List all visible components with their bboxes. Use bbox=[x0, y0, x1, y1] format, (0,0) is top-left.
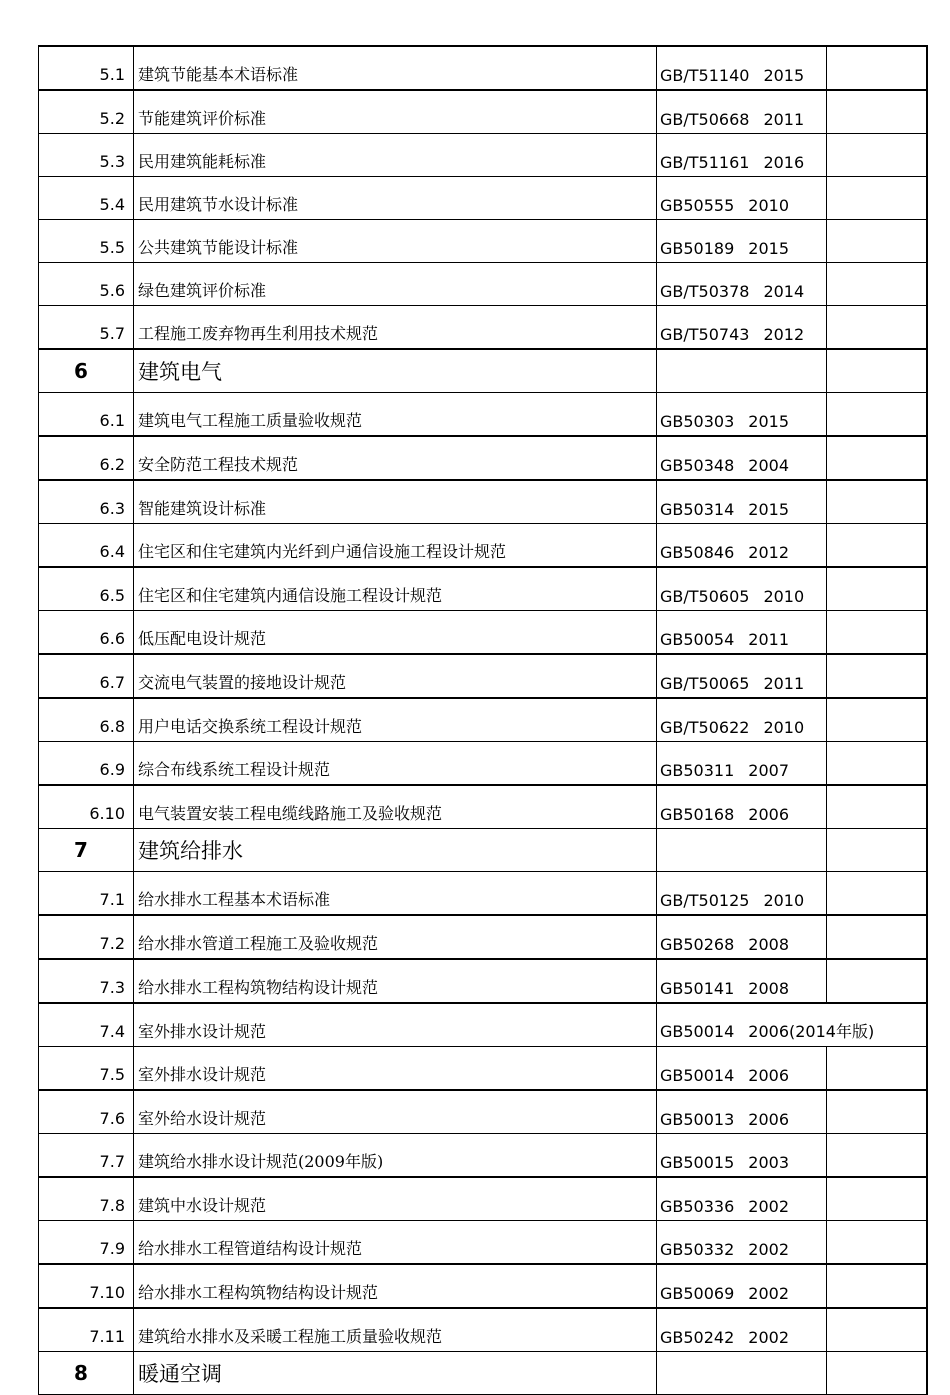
year-text: 2011 bbox=[763, 110, 805, 129]
year-text: 2010 bbox=[763, 718, 805, 737]
standard-name: 室外排水设计规范 bbox=[134, 1047, 657, 1091]
section-row bbox=[39, 1352, 928, 1395]
standard-code bbox=[657, 1221, 827, 1265]
standard-code bbox=[657, 611, 827, 655]
year-text: 2002 bbox=[748, 1284, 789, 1303]
number-text: 6.3 bbox=[99, 499, 125, 518]
year-text: 2014 bbox=[763, 282, 805, 301]
remarks-cell bbox=[827, 46, 928, 90]
standard-row bbox=[39, 1177, 928, 1221]
year-text: 2015 bbox=[763, 66, 805, 85]
year-text: 2007 bbox=[748, 761, 789, 780]
section-number bbox=[39, 1352, 134, 1395]
standard-row bbox=[39, 1003, 928, 1047]
item-number bbox=[39, 177, 134, 220]
section-number bbox=[39, 349, 134, 393]
standard-code bbox=[657, 654, 827, 698]
section-row bbox=[39, 349, 928, 393]
standard-row bbox=[39, 698, 928, 742]
standards-table bbox=[38, 45, 928, 1395]
section-title: 建筑给排水 bbox=[134, 829, 657, 872]
standard-row bbox=[39, 1221, 928, 1265]
standard-code bbox=[657, 698, 827, 742]
standard-name: 建筑节能基本术语标准 bbox=[134, 46, 657, 90]
code-text: GB50268 bbox=[660, 935, 735, 954]
remarks-cell bbox=[827, 393, 928, 437]
standard-row bbox=[39, 1134, 928, 1178]
year-text: 2011 bbox=[748, 630, 789, 649]
code-text: GB/T50065 bbox=[660, 674, 750, 693]
number-text: 5.3 bbox=[99, 152, 125, 171]
standard-code bbox=[657, 959, 827, 1003]
year-text: 2012 bbox=[748, 543, 789, 562]
item-number bbox=[39, 742, 134, 786]
code-text: GB/T51161 bbox=[660, 153, 750, 172]
number-text: 7.7 bbox=[99, 1152, 125, 1171]
standard-name: 住宅区和住宅建筑内光纤到户通信设施工程设计规范 bbox=[134, 524, 657, 568]
number-text: 6.10 bbox=[89, 804, 125, 823]
remarks-cell bbox=[827, 220, 928, 263]
standard-name: 交流电气装置的接地设计规范 bbox=[134, 654, 657, 698]
code-text: GB50242 bbox=[660, 1328, 735, 1347]
item-number bbox=[39, 872, 134, 916]
year-text: 2002 bbox=[748, 1240, 789, 1259]
number-text: 5.4 bbox=[99, 195, 125, 214]
standard-row bbox=[39, 177, 928, 220]
standard-name: 给水排水工程管道结构设计规范 bbox=[134, 1221, 657, 1265]
code-text: GB50014 bbox=[660, 1066, 735, 1085]
standard-row bbox=[39, 785, 928, 829]
number-text: 6 bbox=[74, 359, 88, 383]
standard-name: 给水排水工程基本术语标准 bbox=[134, 872, 657, 916]
item-number bbox=[39, 220, 134, 263]
remarks-cell bbox=[827, 524, 928, 568]
standard-name: 用户电话交换系统工程设计规范 bbox=[134, 698, 657, 742]
number-text: 7.2 bbox=[99, 934, 125, 953]
standard-row bbox=[39, 306, 928, 350]
remarks-cell bbox=[827, 654, 928, 698]
standard-code bbox=[657, 263, 827, 306]
standards-table-body bbox=[39, 46, 928, 1395]
section-number bbox=[39, 829, 134, 872]
code-text: GB50014 bbox=[660, 1022, 735, 1041]
number-text: 5.2 bbox=[99, 109, 125, 128]
number-text: 7.8 bbox=[99, 1196, 125, 1215]
standard-name: 建筑给水排水及采暖工程施工质量验收规范 bbox=[134, 1308, 657, 1352]
remarks-cell bbox=[827, 785, 928, 829]
standard-name: 给水排水工程构筑物结构设计规范 bbox=[134, 959, 657, 1003]
standard-row bbox=[39, 90, 928, 134]
year-text: 2004 bbox=[748, 456, 789, 475]
number-text: 5.6 bbox=[99, 281, 125, 300]
standard-row bbox=[39, 611, 928, 655]
standard-row bbox=[39, 1090, 928, 1134]
remarks-cell bbox=[827, 698, 928, 742]
code-text: GB/T50622 bbox=[660, 718, 750, 737]
standard-code bbox=[657, 480, 827, 524]
standard-row bbox=[39, 742, 928, 786]
number-text: 5.7 bbox=[99, 324, 125, 343]
standard-name: 安全防范工程技术规范 bbox=[134, 436, 657, 480]
code-text: GB50013 bbox=[660, 1110, 735, 1129]
remarks-cell bbox=[827, 1308, 928, 1352]
item-number bbox=[39, 1047, 134, 1091]
standard-name: 室外给水设计规范 bbox=[134, 1090, 657, 1134]
standard-code bbox=[657, 742, 827, 786]
item-number bbox=[39, 480, 134, 524]
year-text: 2011 bbox=[763, 674, 805, 693]
standard-code bbox=[657, 134, 827, 177]
year-text: 2010 bbox=[763, 587, 805, 606]
remarks-cell bbox=[827, 1134, 928, 1178]
year-text: 2002 bbox=[748, 1197, 789, 1216]
standard-code bbox=[657, 220, 827, 263]
year-text: 2003 bbox=[748, 1153, 789, 1172]
section-title: 暖通空调 bbox=[134, 1352, 657, 1395]
item-number bbox=[39, 524, 134, 568]
number-text: 6.1 bbox=[99, 411, 125, 430]
section-title: 建筑电气 bbox=[134, 349, 657, 393]
standard-row bbox=[39, 46, 928, 90]
standard-name: 低压配电设计规范 bbox=[134, 611, 657, 655]
code-text: GB50336 bbox=[660, 1197, 735, 1216]
item-number bbox=[39, 263, 134, 306]
number-text: 6.5 bbox=[99, 586, 125, 605]
standard-code bbox=[657, 524, 827, 568]
code-text: GB50141 bbox=[660, 979, 735, 998]
standard-name: 室外排水设计规范 bbox=[134, 1003, 657, 1047]
remarks-cell bbox=[827, 134, 928, 177]
standard-row bbox=[39, 1047, 928, 1091]
standard-row bbox=[39, 220, 928, 263]
code-text: GB50311 bbox=[660, 761, 735, 780]
remarks-cell bbox=[827, 742, 928, 786]
item-number bbox=[39, 134, 134, 177]
code-text: GB/T50743 bbox=[660, 325, 750, 344]
item-number bbox=[39, 1308, 134, 1352]
year-text: 2010 bbox=[748, 196, 789, 215]
item-number bbox=[39, 1134, 134, 1178]
standard-name: 工程施工废弃物再生利用技术规范 bbox=[134, 306, 657, 350]
item-number bbox=[39, 785, 134, 829]
year-text: 2008 bbox=[748, 935, 789, 954]
standard-row bbox=[39, 567, 928, 611]
standard-code bbox=[657, 46, 827, 90]
year-text: 2006 bbox=[748, 805, 789, 824]
code-text: GB/T50605 bbox=[660, 587, 750, 606]
remarks-cell bbox=[827, 1352, 928, 1395]
item-number bbox=[39, 698, 134, 742]
code-text: GB/T50378 bbox=[660, 282, 750, 301]
code-text: GB50168 bbox=[660, 805, 735, 824]
item-number bbox=[39, 567, 134, 611]
number-text: 6.4 bbox=[99, 542, 125, 561]
code-text: GB/T50125 bbox=[660, 891, 750, 910]
standard-name: 电气装置安装工程电缆线路施工及验收规范 bbox=[134, 785, 657, 829]
year-text: 2006 bbox=[748, 1110, 789, 1129]
remarks-cell bbox=[827, 829, 928, 872]
code-text: GB50314 bbox=[660, 500, 735, 519]
code-text: GB50332 bbox=[660, 1240, 735, 1259]
year-text: 2015 bbox=[748, 500, 789, 519]
item-number bbox=[39, 1003, 134, 1047]
code-text: GB50348 bbox=[660, 456, 735, 475]
standard-code bbox=[657, 90, 827, 134]
code-text: GB50846 bbox=[660, 543, 735, 562]
section-row bbox=[39, 829, 928, 872]
standard-name: 民用建筑节水设计标准 bbox=[134, 177, 657, 220]
year-text: 2002 bbox=[748, 1328, 789, 1347]
standard-code bbox=[657, 829, 827, 872]
number-text: 7.9 bbox=[99, 1239, 125, 1258]
code-text: GB50303 bbox=[660, 412, 735, 431]
remarks-cell bbox=[827, 959, 928, 1003]
remarks-cell bbox=[827, 1047, 928, 1091]
year-text: 2006(2014年版) bbox=[748, 1022, 875, 1041]
standard-row bbox=[39, 263, 928, 306]
standard-name: 绿色建筑评价标准 bbox=[134, 263, 657, 306]
item-number bbox=[39, 393, 134, 437]
number-text: 7.3 bbox=[99, 978, 125, 997]
standard-row bbox=[39, 134, 928, 177]
item-number bbox=[39, 654, 134, 698]
item-number bbox=[39, 90, 134, 134]
item-number bbox=[39, 1264, 134, 1308]
standard-code bbox=[657, 1308, 827, 1352]
standard-code bbox=[657, 1352, 827, 1395]
item-number bbox=[39, 306, 134, 350]
standard-code bbox=[657, 872, 827, 916]
remarks-cell bbox=[827, 1264, 928, 1308]
remarks-cell bbox=[827, 480, 928, 524]
standard-code bbox=[657, 349, 827, 393]
code-text: GB50054 bbox=[660, 630, 735, 649]
number-text: 6.8 bbox=[99, 717, 125, 736]
standard-code bbox=[657, 436, 827, 480]
standard-row bbox=[39, 436, 928, 480]
standard-code bbox=[657, 1047, 827, 1091]
item-number bbox=[39, 46, 134, 90]
standard-code bbox=[657, 915, 827, 959]
standard-name: 公共建筑节能设计标准 bbox=[134, 220, 657, 263]
code-text: GB/T50668 bbox=[660, 110, 750, 129]
standard-code bbox=[657, 177, 827, 220]
standard-row bbox=[39, 915, 928, 959]
number-text: 5.5 bbox=[99, 238, 125, 257]
remarks-cell bbox=[827, 872, 928, 916]
item-number bbox=[39, 1221, 134, 1265]
standard-name: 建筑电气工程施工质量验收规范 bbox=[134, 393, 657, 437]
code-text: GB50189 bbox=[660, 239, 735, 258]
remarks-cell bbox=[827, 349, 928, 393]
year-text: 2008 bbox=[748, 979, 789, 998]
standard-name: 节能建筑评价标准 bbox=[134, 90, 657, 134]
standard-name: 智能建筑设计标准 bbox=[134, 480, 657, 524]
standard-name: 给水排水管道工程施工及验收规范 bbox=[134, 915, 657, 959]
standard-name: 住宅区和住宅建筑内通信设施工程设计规范 bbox=[134, 567, 657, 611]
number-text: 6.7 bbox=[99, 673, 125, 692]
year-text: 2010 bbox=[763, 891, 805, 910]
standard-name: 建筑中水设计规范 bbox=[134, 1177, 657, 1221]
number-text: 7 bbox=[74, 838, 88, 862]
remarks-cell bbox=[827, 90, 928, 134]
remarks-cell bbox=[827, 567, 928, 611]
item-number bbox=[39, 915, 134, 959]
standard-code bbox=[657, 1264, 827, 1308]
code-text: GB/T51140 bbox=[660, 66, 750, 85]
standard-row bbox=[39, 959, 928, 1003]
standard-name: 民用建筑能耗标准 bbox=[134, 134, 657, 177]
standard-row bbox=[39, 524, 928, 568]
item-number bbox=[39, 611, 134, 655]
standard-code bbox=[657, 1177, 827, 1221]
remarks-cell bbox=[827, 177, 928, 220]
year-text: 2015 bbox=[748, 412, 789, 431]
remarks-cell bbox=[827, 915, 928, 959]
standard-name: 建筑给水排水设计规范(2009年版) bbox=[134, 1134, 657, 1178]
standard-name: 综合布线系统工程设计规范 bbox=[134, 742, 657, 786]
number-text: 6.9 bbox=[99, 760, 125, 779]
remarks-cell bbox=[827, 1177, 928, 1221]
standard-row bbox=[39, 393, 928, 437]
standard-row bbox=[39, 654, 928, 698]
standard-code bbox=[657, 567, 827, 611]
number-text: 8 bbox=[74, 1361, 88, 1385]
number-text: 7.10 bbox=[89, 1283, 125, 1302]
number-text: 6.6 bbox=[99, 629, 125, 648]
item-number bbox=[39, 959, 134, 1003]
number-text: 7.1 bbox=[99, 890, 125, 909]
year-text: 2006 bbox=[748, 1066, 789, 1085]
remarks-cell bbox=[827, 263, 928, 306]
code-text: GB50069 bbox=[660, 1284, 735, 1303]
remarks-cell bbox=[827, 1221, 928, 1265]
standard-row bbox=[39, 1264, 928, 1308]
year-text: 2012 bbox=[763, 325, 805, 344]
number-text: 7.5 bbox=[99, 1065, 125, 1084]
standard-code bbox=[657, 1090, 827, 1134]
year-text: 2015 bbox=[748, 239, 789, 258]
code-text: GB50015 bbox=[660, 1153, 735, 1172]
standard-code bbox=[657, 1003, 875, 1047]
code-text: GB50555 bbox=[660, 196, 735, 215]
remarks-cell bbox=[827, 436, 928, 480]
standard-row bbox=[39, 872, 928, 916]
number-text: 7.6 bbox=[99, 1109, 125, 1128]
standard-name: 给水排水工程构筑物结构设计规范 bbox=[134, 1264, 657, 1308]
remarks-cell bbox=[827, 611, 928, 655]
year-text: 2016 bbox=[763, 153, 805, 172]
remarks-cell bbox=[827, 306, 928, 350]
item-number bbox=[39, 1177, 134, 1221]
number-text: 7.11 bbox=[89, 1327, 125, 1346]
standard-code bbox=[657, 1134, 827, 1178]
standard-code bbox=[657, 306, 827, 350]
standard-code bbox=[657, 785, 827, 829]
number-text: 5.1 bbox=[99, 65, 125, 84]
number-text: 7.4 bbox=[99, 1022, 125, 1041]
standard-row bbox=[39, 480, 928, 524]
standard-code bbox=[657, 393, 827, 437]
number-text: 6.2 bbox=[99, 455, 125, 474]
remarks-cell bbox=[827, 1090, 928, 1134]
item-number bbox=[39, 1090, 134, 1134]
standard-row bbox=[39, 1308, 928, 1352]
item-number bbox=[39, 436, 134, 480]
